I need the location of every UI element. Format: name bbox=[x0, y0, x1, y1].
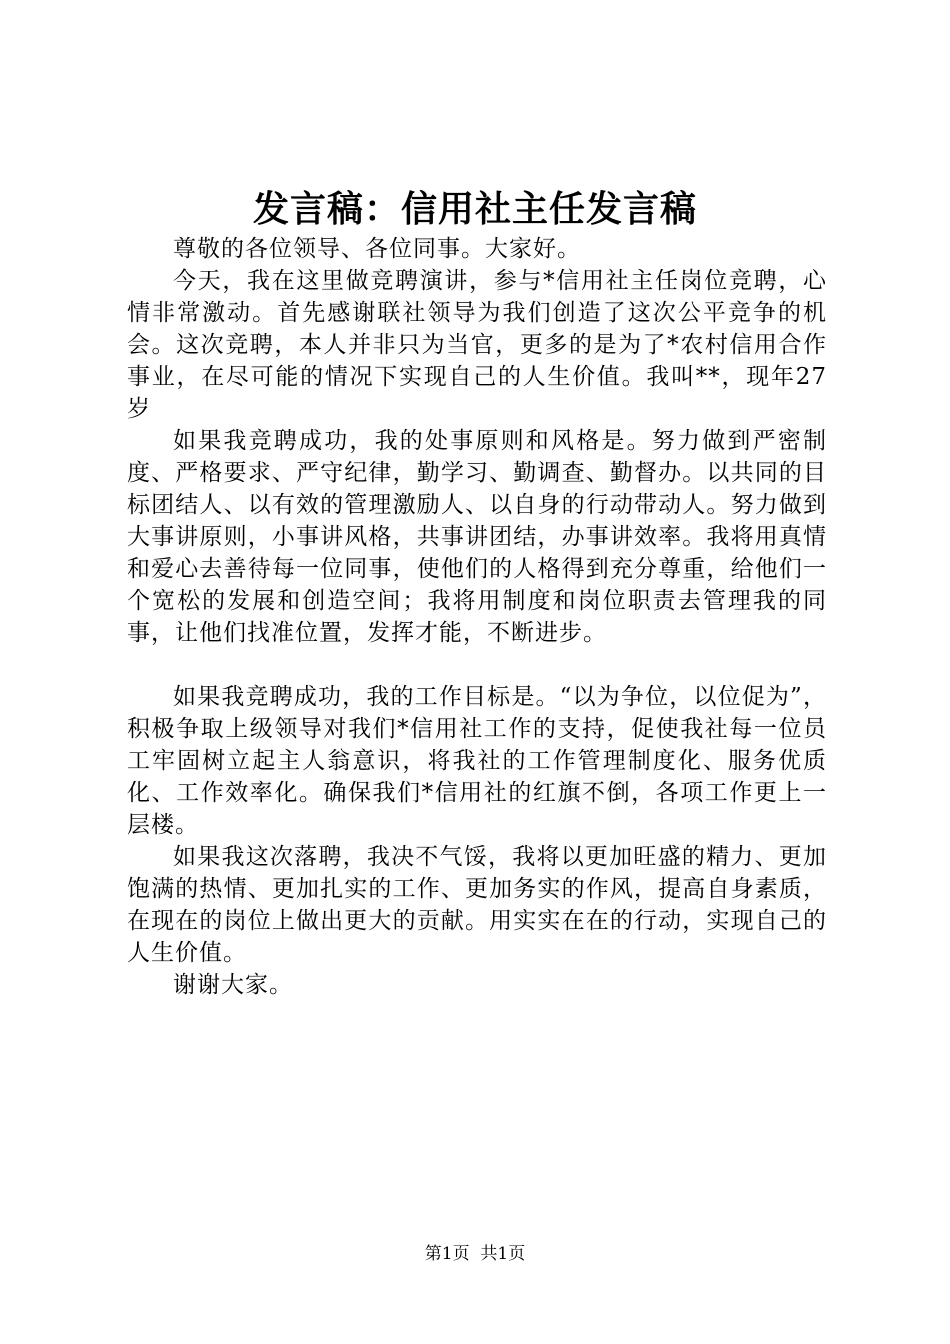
document-title: 发言稿：信用社主任发言稿 bbox=[252, 188, 697, 230]
paragraph-principles: 如果我竞聘成功，我的处事原则和风格是。努力做到严密制度、严格要求、严守纪律，勤学习、勤调查、勤督办。以共同的目标团结人、以有效的管理激励人、以自身的行动带动人。努力做到大事讲原则，小事讲风格，共事讲团结，办事讲效率。我将用真情和爱心去善待每一位同事，使他们的人格得到充分尊重，给他们一个宽松的发展和创造空间；我将用制度和岗位职责去管理我的同事，让他们找准位置，发挥才能，不断进步。 bbox=[127, 428, 827, 646]
page-number-footer: 第1页 共1页 bbox=[424, 1244, 526, 1264]
paragraph-goals: 如果我竞聘成功，我的工作目标是。“以为争位，以位促为”，积极争取上级领导对我们*信用社工作的支持，促使我社每一位员工牢固树立起主人翁意识，将我社的工作管理制度化、服务优质化、工作效率化。确保我们*信用社的红旗不倒，各项工作更上一层楼。 bbox=[127, 684, 827, 838]
paragraph-if-not-selected: 如果我这次落聘，我决不气馁，我将以更加旺盛的精力、更加饱满的热情、更加扎实的工作、更加务实的作风，提高自身素质，在现在的岗位上做出更大的贡献。用实实在在的行动，实现自己的人生价值。 bbox=[127, 844, 827, 966]
paragraph-introduction: 今天，我在这里做竞聘演讲，参与*信用社主任岗位竞聘，心情非常激动。首先感谢联社领导为我们创造了这次公平竞争的机会。这次竞聘，本人并非只为当官，更多的是为了*农村信用合作事业，在尽可能的情况下实现自己的人生价值。我叫**，现年27岁 bbox=[127, 268, 827, 422]
paragraph-thanks: 谢谢大家。 bbox=[173, 972, 293, 998]
paragraph-greeting: 尊敬的各位领导、各位同事。大家好。 bbox=[173, 236, 581, 262]
document-body bbox=[127, 233, 827, 1001]
